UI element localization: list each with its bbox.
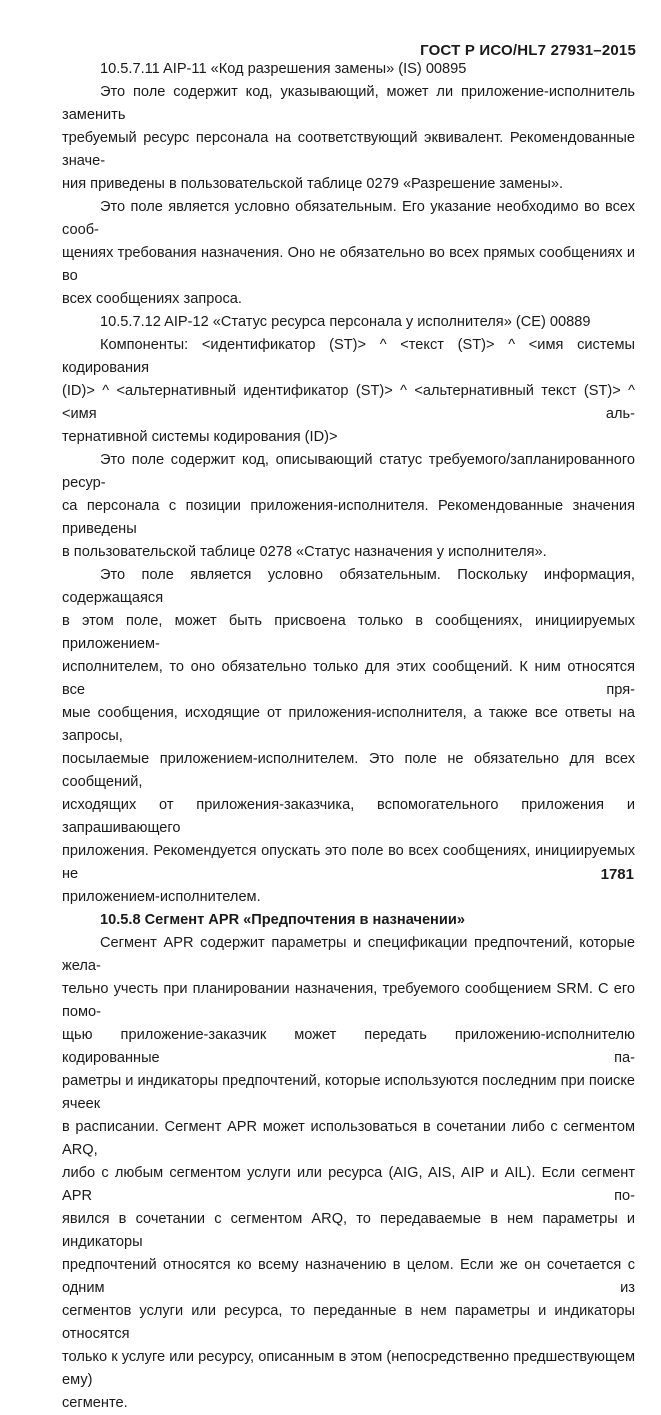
paragraph-line: щениях требования назначения. Оно не обязательно во всех прямых сообщениях и во (62, 245, 635, 284)
paragraph-line: 10.5.7.11 AIP-11 «Код разрешения замены» (IS) 00895 (100, 61, 467, 77)
paragraph-line: в расписании. Сегмент APR может использоваться в сочетании либо с сегментом ARQ, (62, 1119, 635, 1158)
paragraph-line: (ID)> ^ <альтернативный идентификатор (ST)> ^ <альтернативный текст (ST)> ^ <имя аль- (62, 383, 635, 422)
paragraph-line: тернативной системы кодирования (ID)> (62, 429, 338, 445)
paragraph-line: Это поле содержит код, указывающий, может ли приложение-исполнитель заменить (62, 84, 635, 123)
paragraph-line: мые сообщения, исходящие от приложения-исполнителя, а также все ответы на запросы, (62, 705, 635, 744)
paragraph-line: ния приведены в пользовательской таблице 0279 «Разрешение замены». (62, 176, 564, 192)
paragraph-line: посылаемые приложением-исполнителем. Это поле не обязательно для всех сообщений, (62, 751, 635, 790)
document-body (62, 58, 635, 1415)
paragraph-line: щью приложение-заказчик может передать приложению-исполнителю кодированные па- (62, 1027, 635, 1066)
paragraph-line: явился в сочетании с сегментом ARQ, то передаваемые в нем параметры и индикаторы (62, 1211, 635, 1250)
paragraph-line: исходящих от приложения-заказчика, вспомогательного приложения и запрашивающего (62, 797, 635, 836)
paragraph-line: всех сообщениях запроса. (62, 291, 242, 307)
paragraph-line: Компоненты: <идентификатор (ST)> ^ <текст (ST)> ^ <имя системы кодирования (62, 337, 635, 376)
paragraph-line: исполнителем, то оно обязательно только для этих сообщений. К ним относятся все пря- (62, 659, 635, 698)
paragraph-line: только к услуге или ресурсу, описанным в этом (непосредственно предшествующем ему) (62, 1349, 635, 1388)
paragraph-line: Это поле является условно обязательным. Поскольку информация, содержащаяся (62, 567, 635, 606)
paragraph-line: Это поле является условно обязательным. Его указание необходимо во всех сооб- (62, 199, 635, 238)
paragraph-line: предпочтений относятся ко всему назначению в целом. Если же он сочетается с одним из (62, 1257, 635, 1296)
standard-reference-header: ГОСТ Р ИСО/HL7 27931–2015 (420, 42, 636, 59)
paragraph-line: сегменте. (62, 1395, 128, 1411)
paragraph-line: раметры и индикаторы предпочтений, которые используются последним при поиске ячеек (62, 1073, 635, 1112)
paragraph-line: требуемый ресурс персонала на соответствующий эквивалент. Рекомендованные значе- (62, 130, 635, 169)
paragraph-line: 10.5.7.12 AIP-12 «Статус ресурса персонала у исполнителя» (CE) 00889 (100, 314, 591, 330)
section-heading-line: 10.5.8 Сегмент APR «Предпочтения в назначении» (100, 912, 465, 928)
paragraph-line: са персонала с позиции приложения-исполнителя. Рекомендованные значения приведены (62, 498, 635, 537)
paragraph-line: в пользовательской таблице 0278 «Статус назначения у исполнителя». (62, 544, 547, 560)
paragraph-line: приложения. Рекомендуется опускать это поле во всех сообщениях, инициируемых не (62, 843, 635, 882)
paragraph-line: приложением-исполнителем. (62, 889, 261, 905)
paragraph-line: в этом поле, может быть присвоена только в сообщениях, инициируемых приложением- (62, 613, 635, 652)
paragraph-line: либо с любым сегментом услуги или ресурса (AIG, AIS, AIP и AIL). Если сегмент APR по- (62, 1165, 635, 1204)
paragraph-line: Это поле содержит код, описывающий статус требуемого/запланированного ресур- (62, 452, 635, 491)
paragraph-line: сегментов услуги или ресурса, то переданные в нем параметры и индикаторы относятся (62, 1303, 635, 1342)
paragraph-line: тельно учесть при планировании назначения, требуемого сообщением SRM. С его помо- (62, 981, 635, 1020)
page-number: 1781 (600, 866, 634, 883)
paragraph-line: Сегмент APR содержит параметры и спецификации предпочтений, которые жела- (62, 935, 635, 974)
